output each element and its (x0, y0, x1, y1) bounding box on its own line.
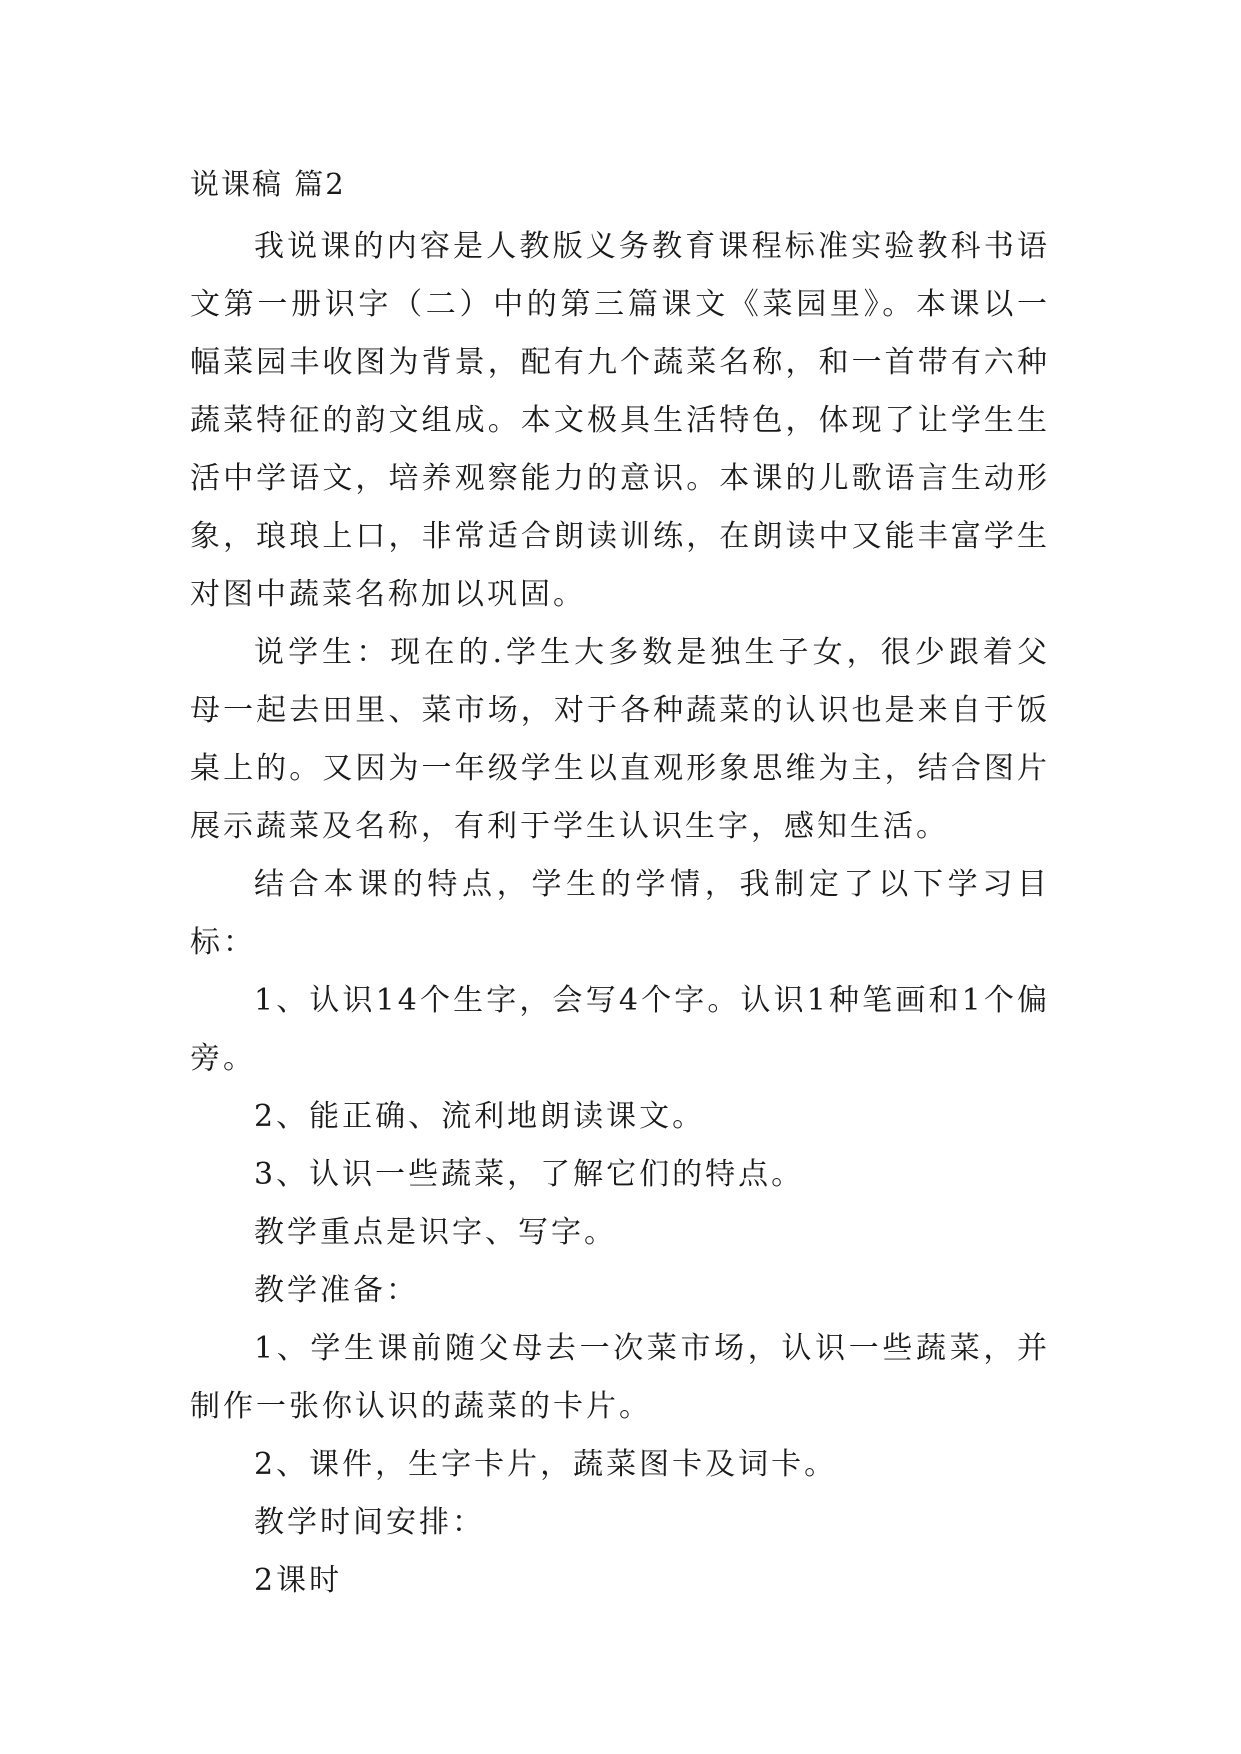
paragraph-goal-3: 3、认识一些蔬菜，了解它们的特点。 (254, 1157, 805, 1192)
document-body (190, 218, 1050, 1610)
paragraph-goals-intro: 结合本课的特点，学生的学情，我制定了以下学习目标： (190, 867, 1050, 960)
paragraph-schedule: 2课时 (254, 1563, 343, 1598)
document-title: 说课稿 篇2 (190, 167, 346, 201)
paragraph-goal-1: 1、认识14个生字，会写4个字。认识1种笔画和1个偏旁。 (190, 983, 1050, 1076)
paragraph-preparation-heading: 教学准备： (254, 1273, 419, 1308)
paragraph-preparation-2: 2、课件，生字卡片，蔬菜图卡及词卡。 (254, 1447, 838, 1482)
paragraph-key-points: 教学重点是识字、写字。 (254, 1215, 617, 1250)
paragraph-schedule-heading: 教学时间安排： (254, 1505, 485, 1540)
paragraph-goal-2: 2、能正确、流利地朗读课文。 (254, 1099, 706, 1134)
paragraph-students: 说学生：现在的.学生大多数是独生子女，很少跟着父母一起去田里、菜市场，对于各种蔬菜的认识也是来自于饭桌上的。又因为一年级学生以直观形象思维为主，结合图片展示蔬菜及名称，有利于学生认识生字，感知生活。 (190, 635, 1050, 844)
paragraph-intro: 我说课的内容是人教版义务教育课程标准实验教科书语文第一册识字（二）中的第三篇课文《菜园里》。本课以一幅菜园丰收图为背景，配有九个蔬菜名称，和一首带有六种蔬菜特征的韵文组成。本文极具生活特色，体现了让学生生活中学语文，培养观察能力的意识。本课的儿歌语言生动形象，琅琅上口，非常适合朗读训练，在朗读中又能丰富学生对图中蔬菜名称加以巩固。 (190, 229, 1050, 612)
paragraph-preparation-1: 1、学生课前随父母去一次菜市场，认识一些蔬菜，并制作一张你认识的蔬菜的卡片。 (190, 1331, 1050, 1424)
